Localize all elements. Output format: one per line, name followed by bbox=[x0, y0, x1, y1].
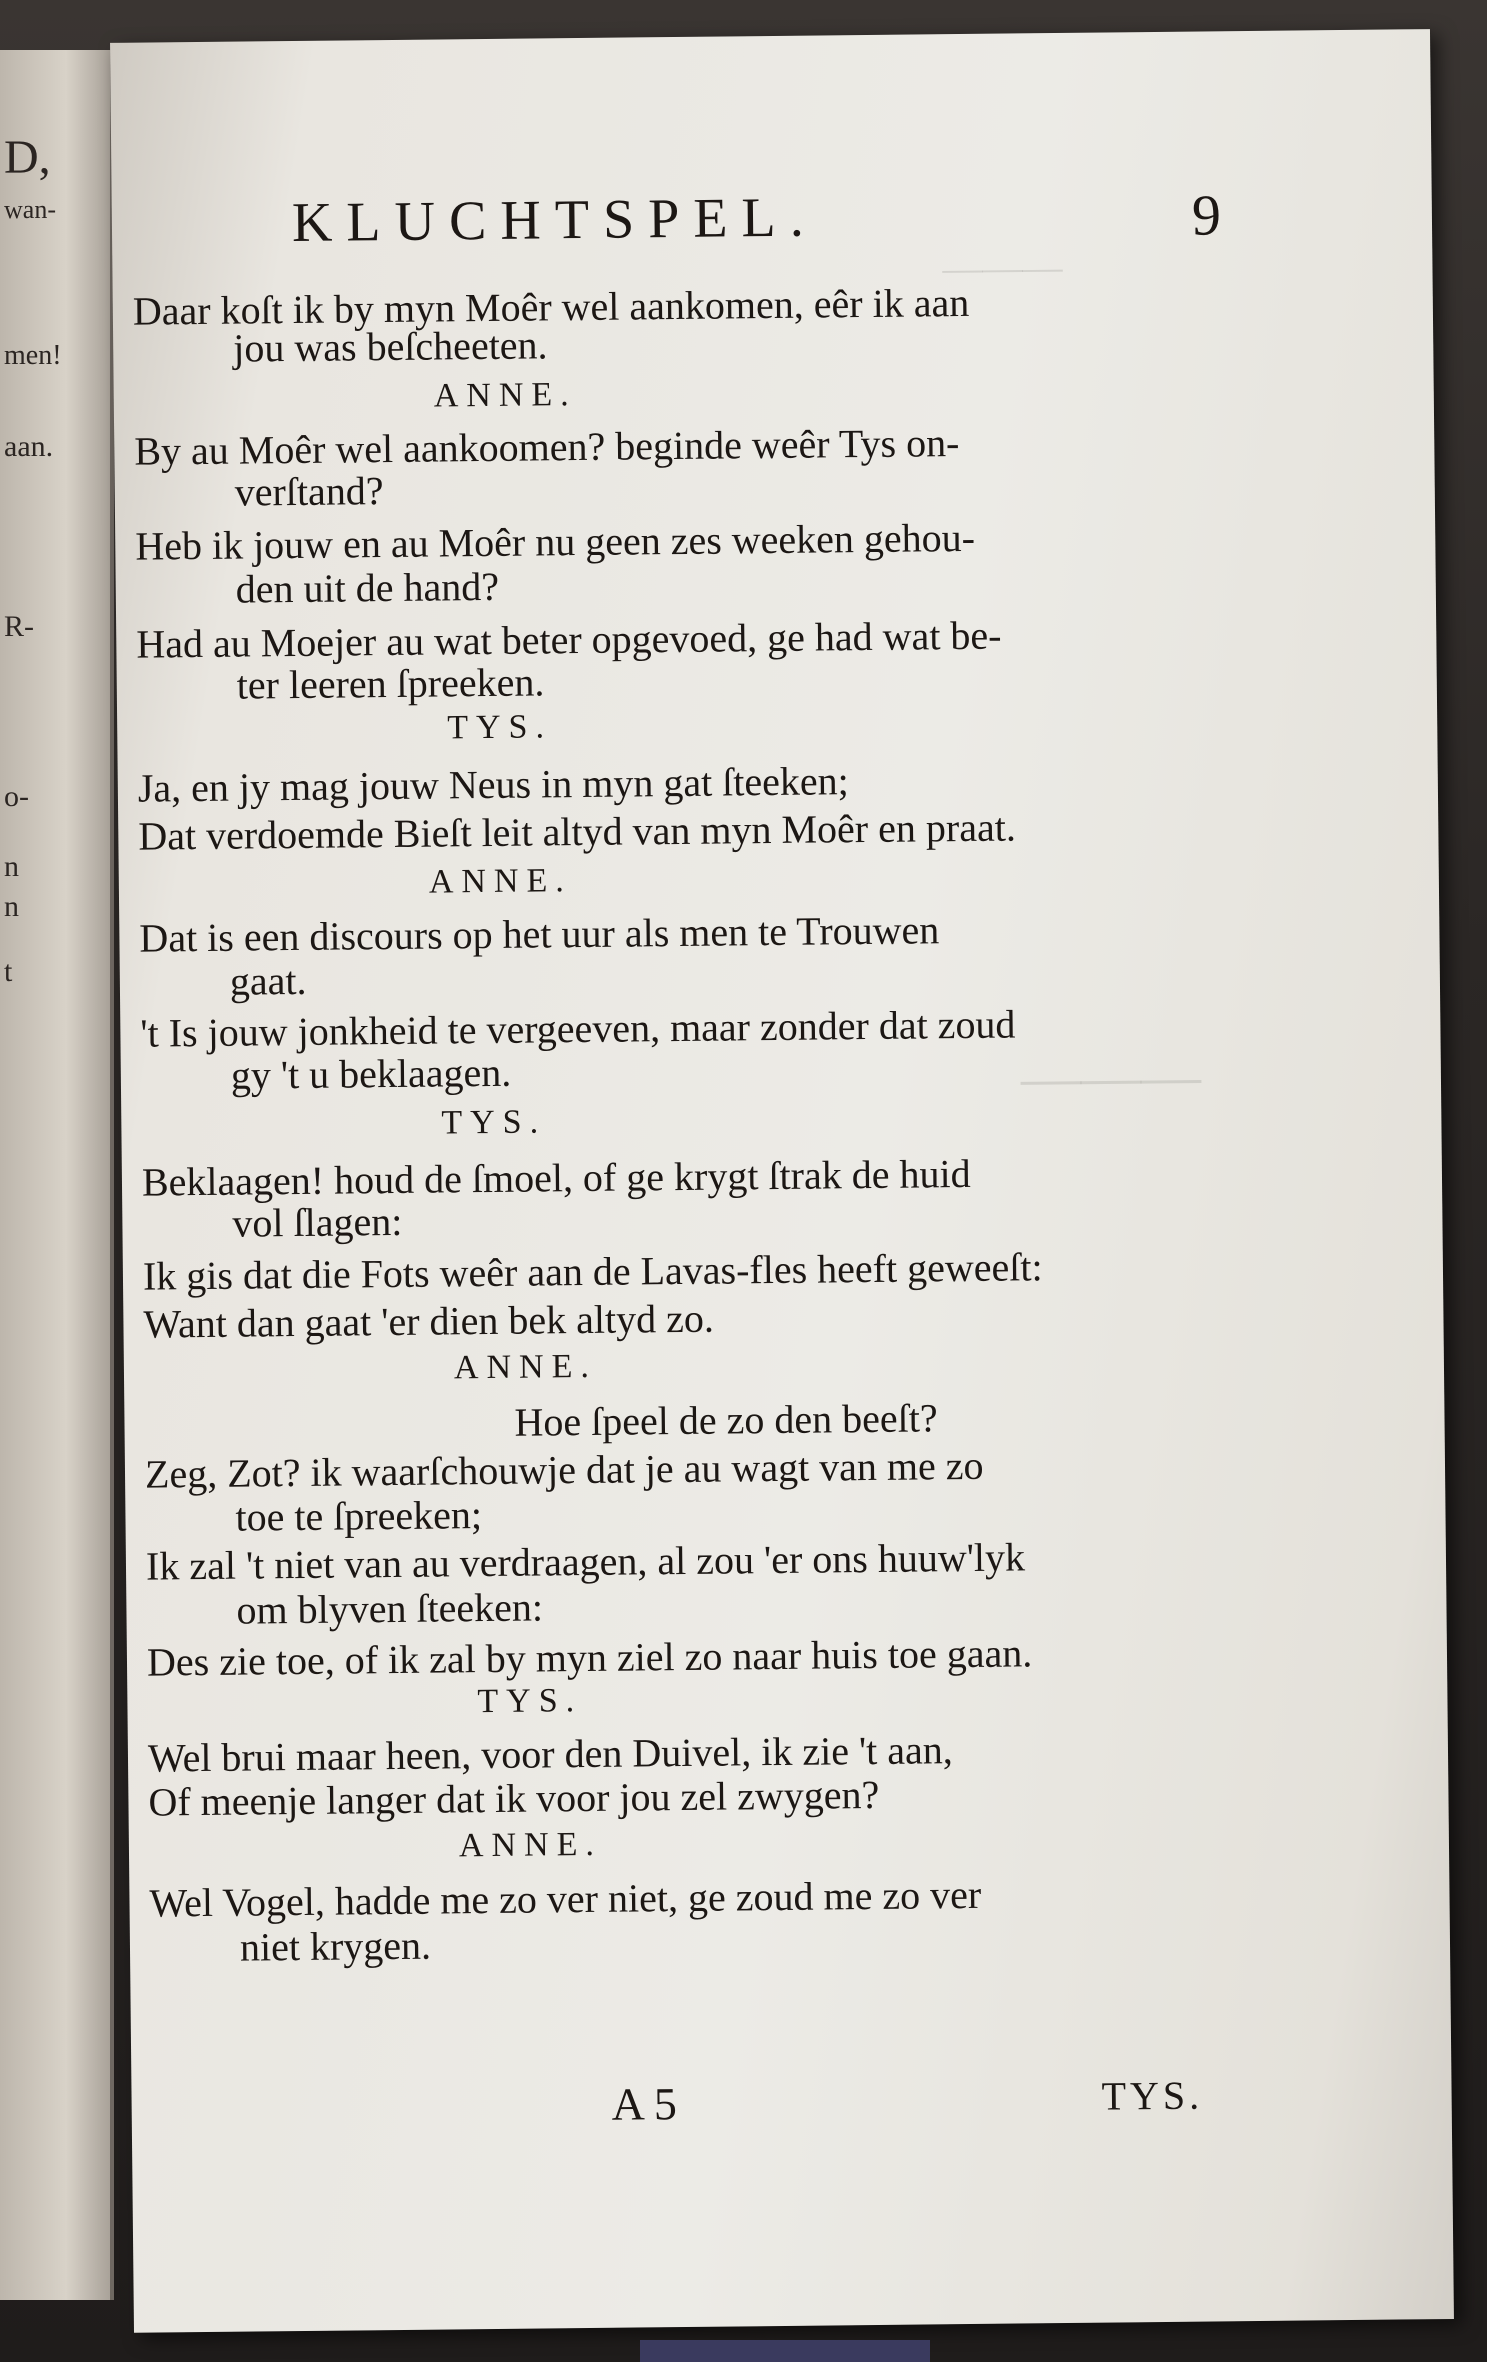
running-head: KLUCHTSPEL. bbox=[291, 186, 819, 255]
speaker-name: TYS. bbox=[477, 1682, 583, 1721]
verse-line: 't Is jouw jonkheid te vergeeven, maar zonder dat zoud bbox=[140, 1001, 1016, 1056]
left-fragment: wan- bbox=[4, 195, 56, 224]
verse-line: Wel brui maar heen, voor den Duivel, ik zie 't aan, bbox=[147, 1727, 954, 1781]
verse-line: niet krygen. bbox=[239, 1922, 432, 1970]
verse-line: Want dan gaat 'er dien bek altyd zo. bbox=[143, 1295, 715, 1347]
speaker-name: ANNE. bbox=[458, 1825, 603, 1865]
verse-line: Ik gis dat die Fots weêr aan de Lavas-fles heeft geweeſt: bbox=[142, 1244, 1043, 1299]
verse-line: Zeg, Zot? ik waarſchouwje dat je au wagt van me zo bbox=[144, 1442, 984, 1497]
verse-line: Wel Vogel, hadde me zo ver niet, ge zoud me zo ver bbox=[149, 1871, 982, 1926]
verse-line: ter leeren ſpreeken. bbox=[236, 659, 545, 708]
show-through-text: ——— bbox=[942, 243, 1063, 291]
left-fragment: o- bbox=[4, 780, 29, 813]
verse-line: toe te ſpreeken; bbox=[235, 1492, 483, 1540]
catchword: TYS. bbox=[1101, 2072, 1204, 2119]
verse-line: Dat verdoemde Bieſt leit altyd van myn Moêr en praat. bbox=[138, 804, 1017, 859]
verse-line: Ik zal 't niet van au verdraagen, al zou 'er ons huuw'lyk bbox=[145, 1534, 1026, 1589]
bookmark-tab bbox=[640, 2340, 930, 2362]
verse-line: gy 't u beklaagen. bbox=[230, 1049, 512, 1098]
verse-line: gaat. bbox=[229, 957, 307, 1004]
verse-line: Heb ik jouw en au Moêr nu geen zes weeken gehou- bbox=[135, 514, 976, 569]
speaker-name: ANNE. bbox=[433, 376, 577, 415]
speaker-name: ANNE. bbox=[428, 862, 572, 901]
verse-line: den uit de hand? bbox=[235, 563, 500, 612]
speaker-name: TYS. bbox=[447, 708, 553, 747]
speaker-name: TYS. bbox=[441, 1103, 547, 1142]
show-through-text: ——— bbox=[1020, 1042, 1202, 1111]
left-page-edge bbox=[0, 50, 114, 2300]
left-fragment: n bbox=[4, 890, 19, 923]
verse-line: By au Moêr wel aankoomen? beginde weêr Tys on- bbox=[134, 420, 960, 474]
signature-mark: A 5 bbox=[611, 2078, 678, 2130]
verse-line: Dat is een discours op het uur als men te Trouwen bbox=[139, 907, 940, 961]
verse-line: verſtand? bbox=[234, 468, 384, 515]
left-fragment: D, bbox=[4, 131, 51, 184]
verse-line: Of meenje langer dat ik voor jou zel zwygen? bbox=[148, 1771, 880, 1825]
left-fragment: aan. bbox=[4, 430, 54, 463]
verse-line: Des zie toe, of ik zal by myn ziel zo naar huis toe gaan. bbox=[146, 1630, 1033, 1685]
left-fragment: R- bbox=[4, 610, 34, 643]
left-fragment: men! bbox=[4, 340, 62, 371]
verse-line: Ja, en jy mag jouw Neus in myn gat ſteeken; bbox=[137, 758, 850, 811]
verse-line: vol ſlagen: bbox=[232, 1198, 403, 1246]
verse-line: jou was beſcheeten. bbox=[233, 322, 548, 371]
left-fragment: t bbox=[4, 955, 13, 988]
page-number: 9 bbox=[1191, 182, 1222, 248]
verse-line: Had au Moejer au wat beter opgevoed, ge had wat be- bbox=[136, 612, 1002, 667]
verse-line: Daar koſt ik by myn Moêr wel aankomen, eêr ik aan bbox=[132, 279, 970, 334]
verse-line: Beklaagen! houd de ſmoel, of ge krygt ſtrak de huid bbox=[141, 1150, 971, 1205]
left-fragment: n bbox=[4, 850, 19, 883]
speaker-name: ANNE. bbox=[453, 1347, 598, 1387]
verse-text bbox=[113, 269, 1433, 1970]
verse-line: Hoe ſpeel de zo den beeſt? bbox=[514, 1395, 938, 1445]
verse-line: om blyven ſteeken: bbox=[236, 1584, 544, 1633]
book-page bbox=[110, 29, 1454, 2333]
